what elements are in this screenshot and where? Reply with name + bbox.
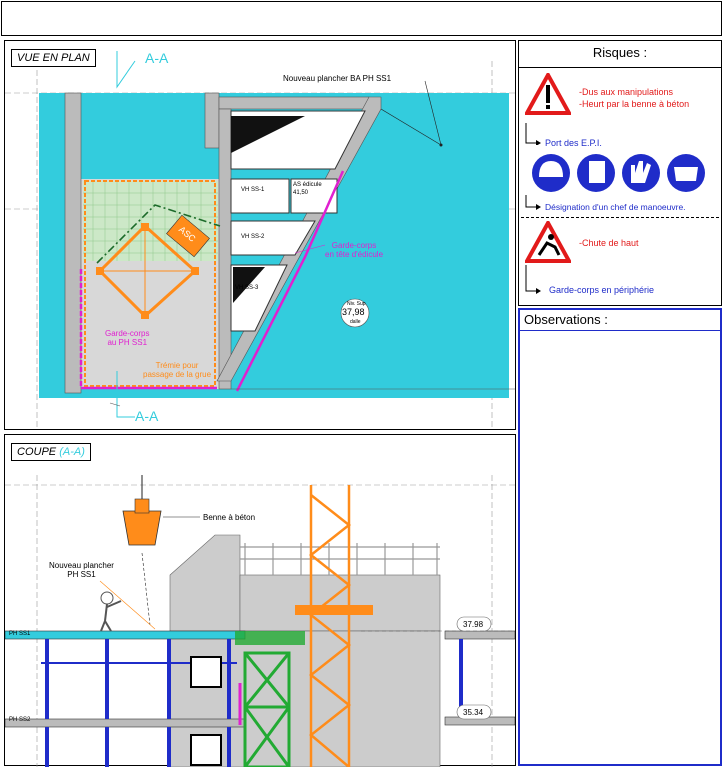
plan-gardecorps-edicule: Garde-corps en tête d'édicule: [325, 241, 384, 259]
plan-level-top: Niv. Sup: [347, 301, 366, 307]
plan-section-mark-top: A-A: [145, 50, 169, 66]
section-panel: [4, 434, 516, 766]
risk-epi: Port des E.P.I.: [545, 138, 602, 148]
section-ph-ss2: PH SS2: [9, 717, 31, 723]
plan-gardecorps-ph: Garde-corps au PH SS1: [105, 329, 150, 347]
risk1-line2: -Heurt par la benne à béton: [579, 99, 690, 109]
observations-title: Observations :: [524, 312, 608, 327]
header-box: [1, 1, 722, 36]
plan-tremie: Trémie pour passage de la grue: [143, 361, 212, 379]
risks-title: Risques :: [592, 45, 648, 60]
section-ph-ss1: PH SS1: [9, 631, 31, 637]
plan-floor-label: Nouveau plancher BA PH SS1: [283, 74, 392, 83]
plan-vh2: VH SS-2: [241, 234, 265, 240]
observations-panel: [518, 308, 722, 766]
section-title: [11, 443, 91, 461]
risks-title-divider: [519, 67, 721, 68]
plan-level-bottom: dalle: [350, 319, 361, 325]
risk-chef: Désignation d'un chef de manoeuvre.: [545, 202, 686, 212]
risks-divider: [521, 217, 719, 218]
plan-section-mark-bottom: A-A: [135, 408, 159, 424]
fall-warning-icon: [525, 221, 571, 263]
warning-icon: [525, 73, 571, 115]
section-title-suffix: (A-A): [59, 446, 85, 458]
plan-vh3: VH SS-3: [235, 285, 259, 291]
risk-gardecorps: Garde-corps en périphérie: [549, 285, 655, 295]
plan-as-label: AS édicule: [293, 182, 322, 188]
arrow-epi-icon: [525, 123, 541, 145]
plan-panel: [4, 40, 516, 430]
section-title-main: COUPE: [17, 446, 57, 458]
plan-title: VUE EN PLAN: [11, 49, 96, 67]
plan-asc: ASC: [176, 224, 198, 244]
section-nouveau-plancher: Nouveau plancher PH SS1: [49, 561, 114, 579]
observations-divider: [520, 330, 720, 331]
plan-level-value: 37,98: [342, 307, 365, 317]
risk1-line1: -Dus aux manipulations: [579, 87, 674, 97]
section-level2: 35.34: [463, 708, 484, 717]
risk-fall: -Chute de haut: [579, 238, 639, 248]
ppe-icons: [531, 153, 725, 197]
arrow-gardecorps-icon: [525, 265, 541, 295]
section-drawing: [5, 435, 515, 767]
arrow-chef-icon: [525, 195, 541, 211]
plan-as-value: 41,50: [293, 190, 309, 196]
risks-panel: [518, 40, 722, 306]
plan-vh1: VH SS-1: [241, 187, 265, 193]
section-benne: Benne à béton: [203, 513, 256, 522]
section-level1: 37.98: [463, 620, 484, 629]
